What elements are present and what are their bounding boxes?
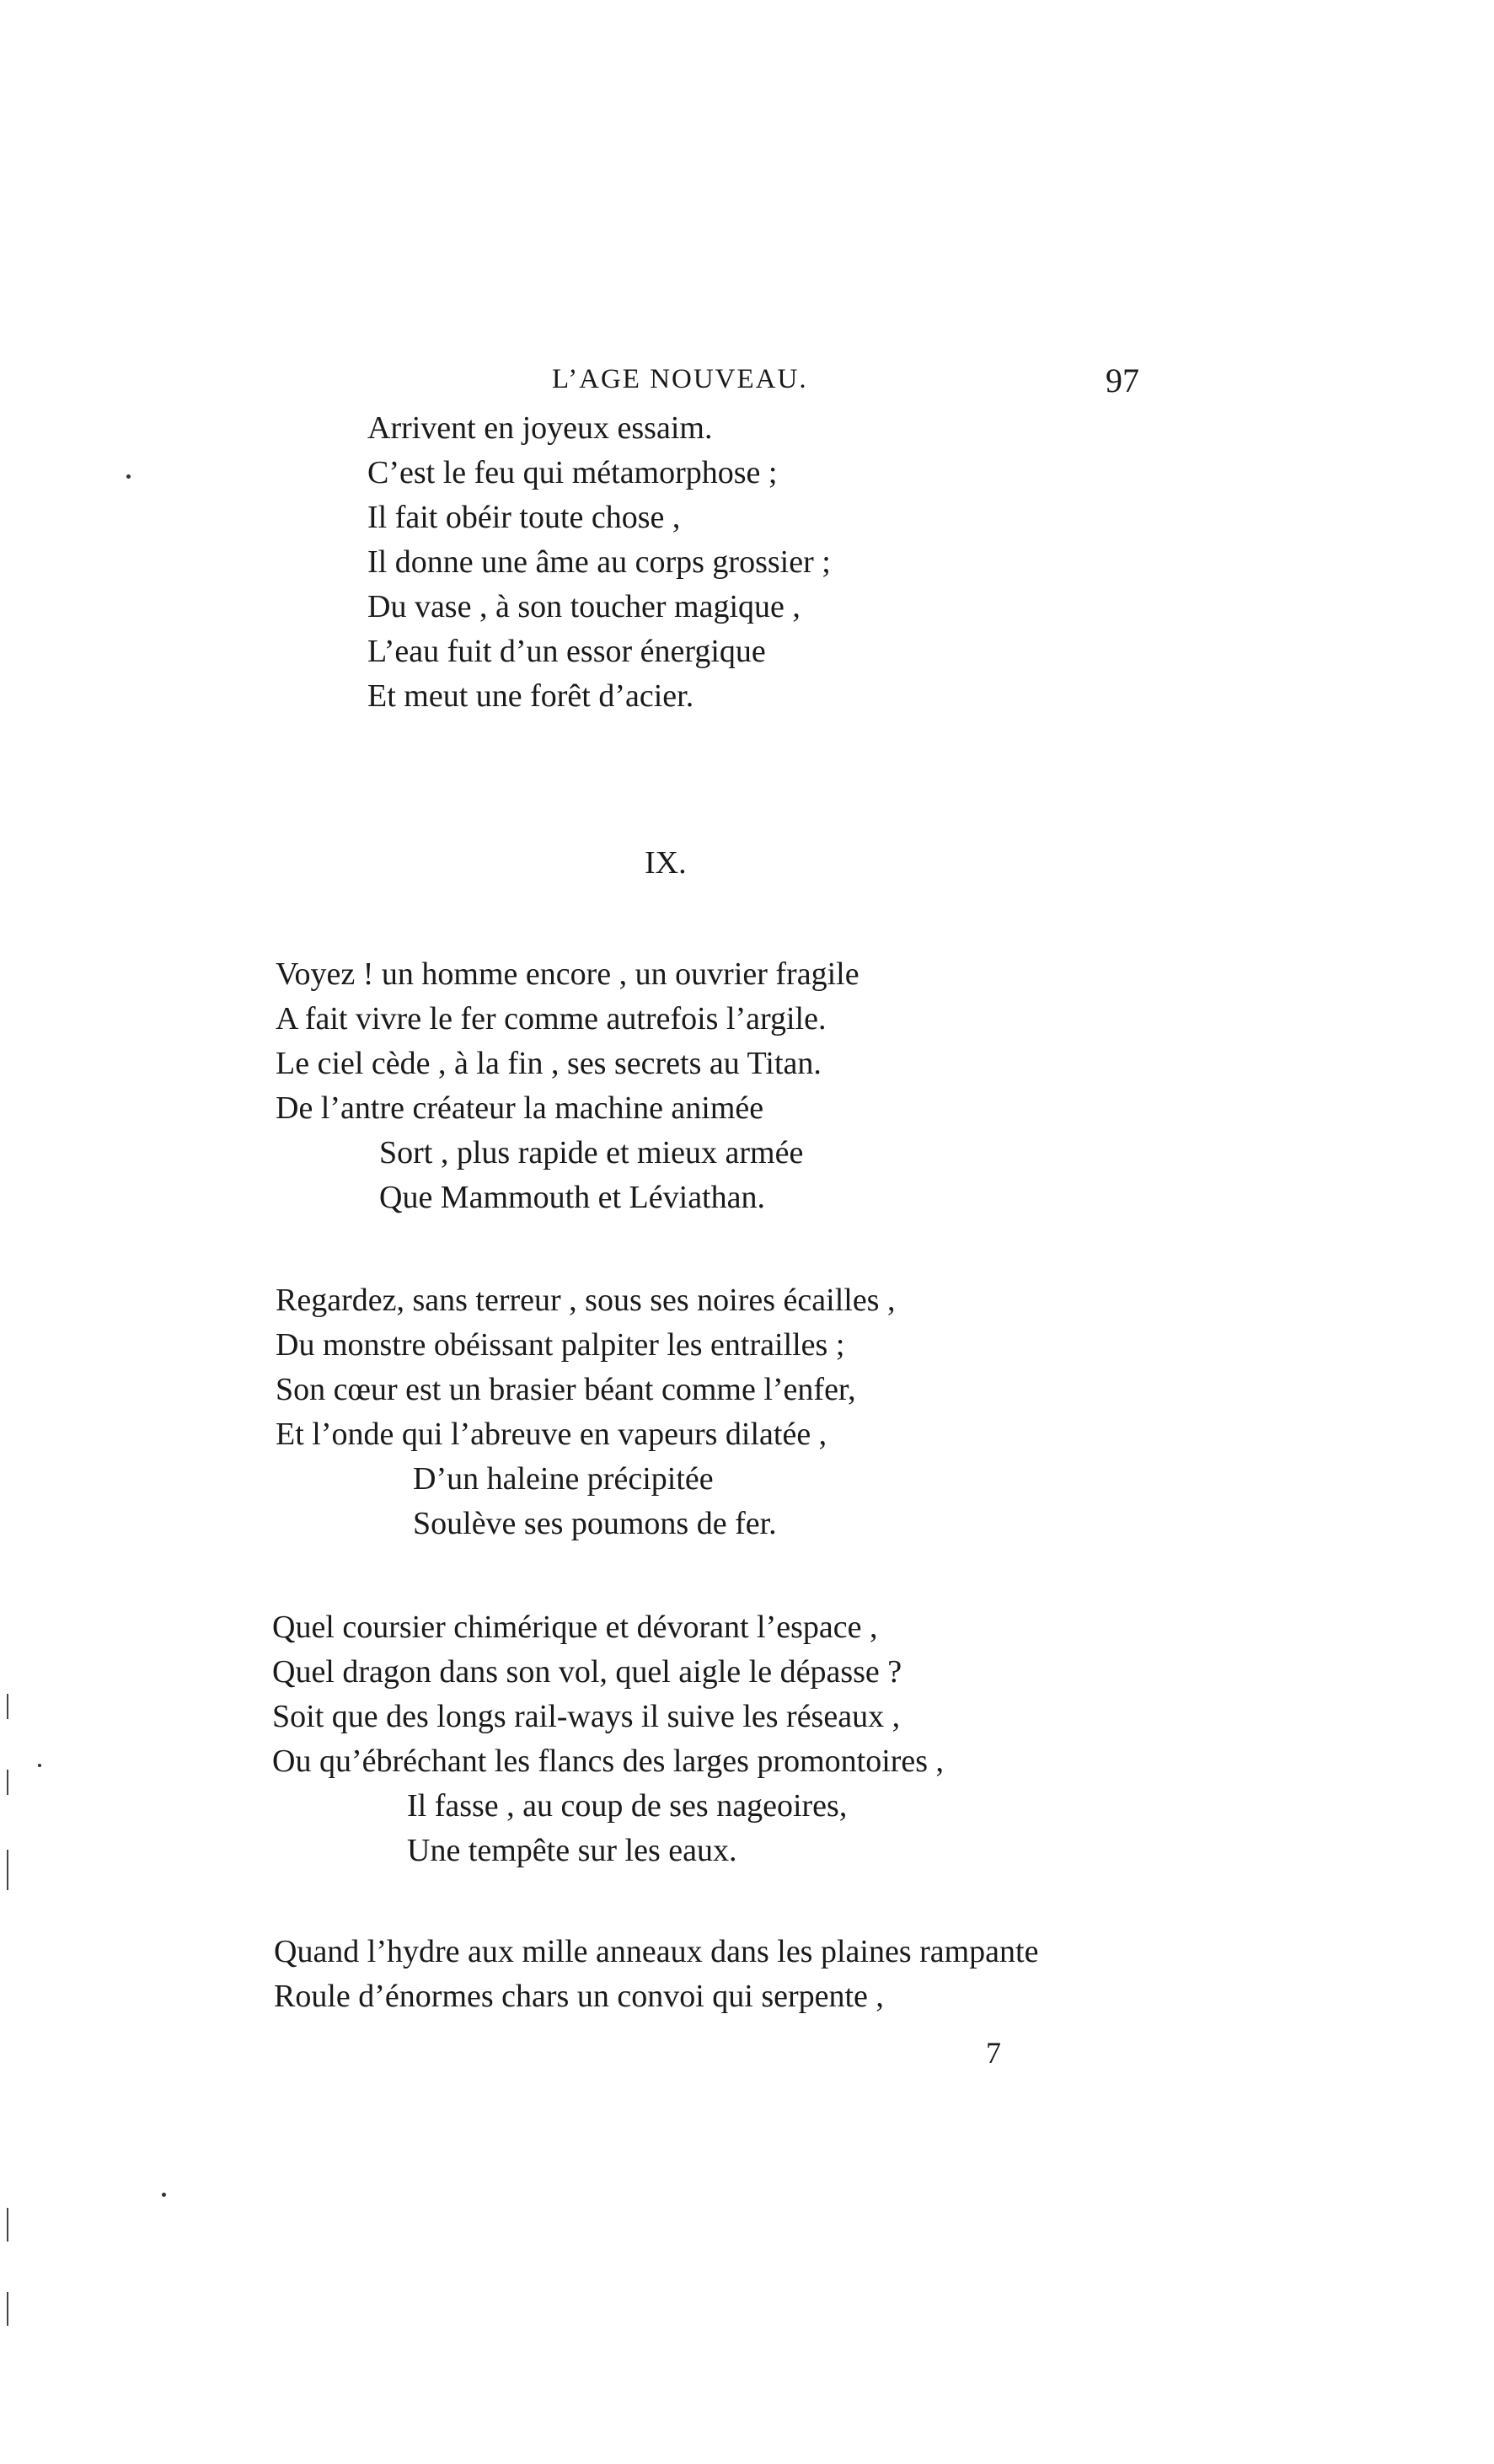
verse-line: Et l’onde qui l’abreuve en vapeurs dilatée , bbox=[276, 1417, 827, 1452]
verse-line: Le ciel cède , à la fin , ses secrets au Titan. bbox=[276, 1046, 822, 1081]
verse-line-indented: Sort , plus rapide et mieux armée bbox=[379, 1135, 804, 1170]
scan-mark bbox=[7, 2292, 8, 2326]
verse-line-indented: Il fasse , au coup de ses nageoires, bbox=[407, 1788, 848, 1824]
verse-line: Arrivent en joyeux essaim. bbox=[367, 410, 713, 446]
stanza bbox=[274, 1930, 1038, 2019]
verse-line: Et meut une forêt d’acier. bbox=[367, 678, 694, 714]
verse-line: Ou qu’ébréchant les flancs des larges promontoires , bbox=[272, 1744, 945, 1779]
verse-line: Quel dragon dans son vol, quel aigle le dépasse ? bbox=[272, 1654, 902, 1690]
scan-mark bbox=[7, 1694, 8, 1719]
stanza bbox=[276, 952, 859, 1220]
verse-line-indented: Une tempête sur les eaux. bbox=[407, 1833, 737, 1868]
verse-line-indented: Que Mammouth et Léviathan. bbox=[379, 1180, 765, 1215]
stanza-continuation bbox=[367, 406, 831, 719]
signature-mark: 7 bbox=[986, 2036, 1001, 2070]
verse-line: L’eau fuit d’un essor énergique bbox=[367, 634, 766, 669]
verse-line: Roule d’énormes chars un convoi qui serpente , bbox=[274, 1979, 884, 2014]
scan-mark bbox=[7, 2208, 8, 2242]
verse-line: C’est le feu qui métamorphose ; bbox=[367, 455, 778, 490]
verse-line: Du vase , à son toucher magique , bbox=[367, 589, 801, 624]
stanza bbox=[276, 1278, 895, 1546]
scan-mark bbox=[7, 1770, 8, 1795]
scan-speck bbox=[38, 1764, 41, 1767]
verse-line: Quand l’hydre aux mille anneaux dans les plaines rampante bbox=[274, 1934, 1039, 1969]
stanza bbox=[272, 1605, 944, 1873]
scan-speck bbox=[162, 2193, 166, 2197]
verse-line: Regardez, sans terreur , sous ses noires écailles , bbox=[276, 1283, 896, 1318]
section-number: IX. bbox=[645, 845, 687, 881]
verse-line-indented: D’un haleine précipitée bbox=[413, 1461, 714, 1497]
verse-line: Il donne une âme au corps grossier ; bbox=[367, 544, 831, 580]
running-title: L’AGE NOUVEAU. bbox=[552, 364, 808, 394]
verse-line: De l’antre créateur la machine animée bbox=[276, 1090, 764, 1126]
verse-line: Son cœur est un brasier béant comme l’enfer, bbox=[276, 1372, 856, 1407]
verse-line: A fait vivre le fer comme autrefois l’argile. bbox=[276, 1001, 827, 1036]
verse-line: Quel coursier chimérique et dévorant l’espace , bbox=[272, 1610, 878, 1645]
verse-line: Voyez ! un homme encore , un ouvrier fragile bbox=[276, 956, 859, 992]
verse-line: Soit que des longs rail-ways il suive les réseaux , bbox=[272, 1699, 901, 1734]
verse-line-indented: Soulève ses poumons de fer. bbox=[413, 1506, 777, 1541]
verse-line: Du monstre obéissant palpiter les entrailles ; bbox=[276, 1327, 845, 1363]
page-number: 97 bbox=[1106, 362, 1139, 399]
scan-mark bbox=[7, 1850, 8, 1890]
verse-line: Il fait obéir toute chose , bbox=[367, 500, 681, 535]
scan-speck bbox=[126, 474, 131, 479]
